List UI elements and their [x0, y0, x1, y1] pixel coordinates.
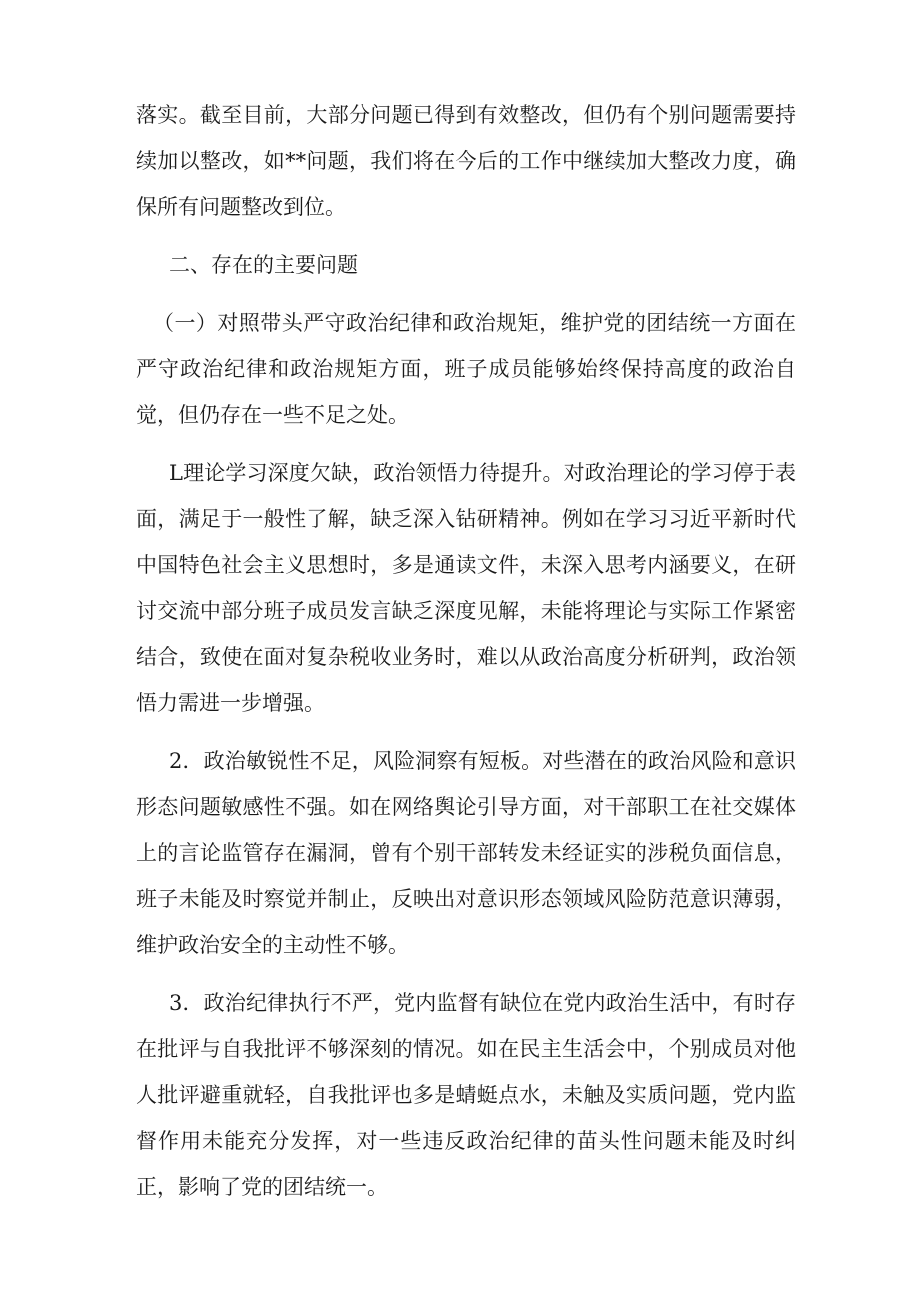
- document-body: [136, 92, 796, 1222]
- section-heading-main-problems: 二、存在的主要问题: [169, 253, 358, 277]
- paragraph-political-sensitivity: 2．政治敏锐性不足，风险洞察有短板。对些潜在的政治风险和意识形态问题敏感性不强。如在网络舆论引导方面，对干部职工在社交媒体上的言论监管存在漏洞，曾有个别干部转发未经证实的涉税负面信息，班子未能及时察觉并制止，反映出对意识形态领域风险防范意识薄弱，维护政治安全的主动性不够。: [136, 749, 796, 957]
- paragraph-discipline-enforcement: 3．政治纪律执行不严，党内监督有缺位在党内政治生活中，有时存在批评与自我批评不够深刻的情况。如在民主生活会中，个别成员对他人批评避重就轻，自我批评也多是蜻蜓点水，未触及实质问题，党内监督作用未能充分发挥，对一些违反政治纪律的苗头性问题未能及时纠正，影响了党的团结统一。: [136, 991, 796, 1199]
- subsection-heading-political-discipline: （一）对照带头严守政治纪律和政治规矩，维护党的团结统一方面在严守政治纪律和政治规矩方面，班子成员能够始终保持高度的政治自觉，但仍存在一些不足之处。: [136, 311, 796, 427]
- paragraph-rectification-status: 落实。截至目前，大部分问题已得到有效整改，但仍有个别问题需要持续加以整改，如**问题，我们将在今后的工作中继续加大整改力度，确保所有问题整改到位。: [136, 103, 796, 219]
- paragraph-theory-study: L理论学习深度欠缺，政治领悟力待提升。对政治理论的学习停于表面，满足于一般性了解，缺乏深入钻研精神。例如在学习习近平新时代中国特色社会主义思想时，多是通读文件，未深入思考内涵要义，在研讨交流中部分班子成员发言缺乏深度见解，未能将理论与实际工作紧密结合，致使在面对复杂税收业务时，难以从政治高度分析研判，政治领悟力需进一步增强。: [136, 461, 796, 715]
